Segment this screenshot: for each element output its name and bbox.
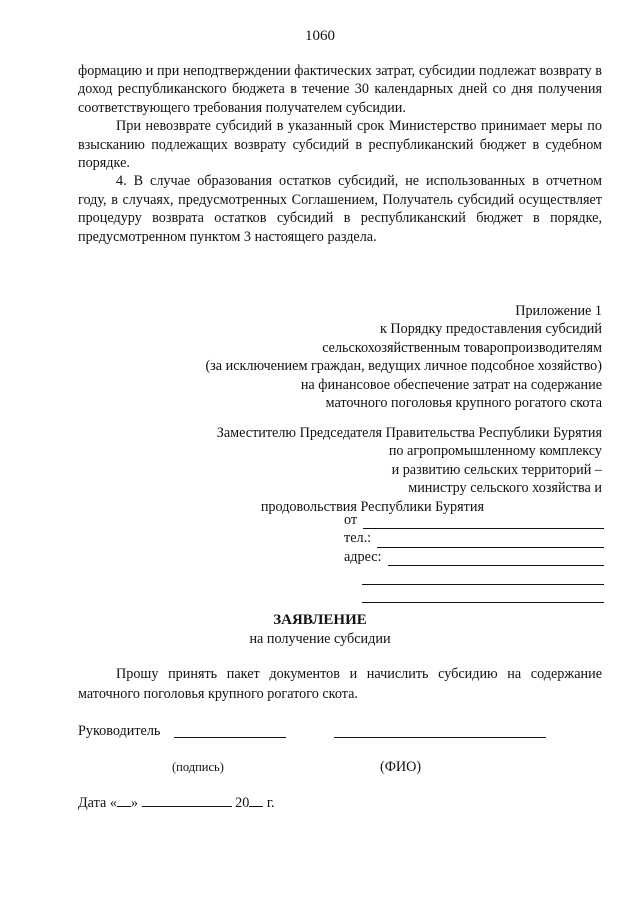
- phone-blank-line[interactable]: [377, 534, 604, 548]
- signature-row: [78, 723, 602, 743]
- appendix-header: [102, 302, 602, 412]
- addressee-block: [102, 424, 602, 516]
- address-extra-line[interactable]: [362, 571, 604, 585]
- fio-line[interactable]: [334, 737, 546, 738]
- body-text: [78, 62, 602, 246]
- addressee-line: Заместителю Председателя Правительства Республики Бурятия: [216, 425, 602, 441]
- month-blank[interactable]: [142, 794, 232, 807]
- appendix-line: на финансовое обеспечение затрат на содержание: [300, 376, 602, 393]
- address-field[interactable]: [344, 548, 604, 566]
- address-extra-line[interactable]: [362, 589, 604, 603]
- sender-fields: [344, 511, 604, 603]
- year-suffix: г.: [266, 795, 275, 811]
- address-extra-field[interactable]: [344, 585, 604, 603]
- addressee-line: по агропромышленному комплексу: [388, 443, 602, 460]
- page-number: 1060: [305, 28, 335, 44]
- appendix-line: (за исключением граждан, ведущих личное подсобное хозяйство): [205, 358, 602, 375]
- address-label: адрес:: [344, 548, 382, 565]
- day-blank[interactable]: [117, 794, 131, 807]
- phone-field[interactable]: [344, 529, 604, 547]
- address-blank-line[interactable]: [388, 552, 605, 566]
- paragraph-remainder-return: 4. В случае образования остатков субсидий, не использованных в отчетном году, в случаях, предусмотренных Соглашением, Получатель субсидий осуществляет процедуру возврата остатков субсидий в республиканский бюджет в порядке, предусмотренном пунктом 3 настоящего раздела.: [78, 173, 602, 245]
- appendix-line: Приложение 1: [515, 303, 602, 319]
- date-label: Дата «: [78, 795, 117, 811]
- document-title: ЗАЯВЛЕНИЕ: [273, 612, 367, 628]
- addressee-line: продовольствия Республики Бурятия: [260, 498, 484, 515]
- from-field[interactable]: [344, 511, 604, 529]
- date-close-quote: »: [130, 795, 139, 811]
- appendix-line: маточного поголовья крупного рогатого скота: [325, 395, 602, 412]
- appendix-line: сельскохозяйственным товаропроизводителям: [322, 339, 602, 356]
- appendix-line: к Порядку предоставления субсидий: [379, 321, 602, 338]
- addressee-line: министру сельского хозяйства и: [408, 480, 602, 497]
- from-label: от: [344, 511, 358, 528]
- address-extra-field[interactable]: [344, 566, 604, 584]
- request-paragraph: Прошу принять пакет документов и начислить субсидию на содержание маточного поголовья крупного рогатого скота.: [78, 666, 602, 702]
- phone-label: тел.:: [344, 530, 372, 547]
- signature-line[interactable]: [174, 737, 286, 738]
- document-subtitle: на получение субсидии: [249, 631, 391, 647]
- year-prefix: 20: [235, 795, 250, 811]
- date-row: [78, 794, 275, 812]
- head-label: Руководитель: [78, 723, 161, 739]
- year-blank[interactable]: [249, 794, 263, 807]
- paragraph-continuation: формацию и при неподтверждении фактических затрат, субсидии подлежат возврату в доход республиканского бюджета в течение 30 календарных дней со дня получения соответствующего требования получателем субсидии.: [78, 63, 602, 116]
- addressee-line: и развитию сельских территорий –: [391, 461, 602, 478]
- paragraph-non-return: При невозврате субсидий в указанный срок Министерство принимает меры по взысканию подлежащих возврату субсидий в республиканский бюджет в судебном порядке.: [78, 118, 602, 172]
- signature-caption: (подпись): [172, 760, 224, 774]
- from-blank-line[interactable]: [363, 515, 604, 529]
- fio-caption: (ФИО): [380, 759, 422, 775]
